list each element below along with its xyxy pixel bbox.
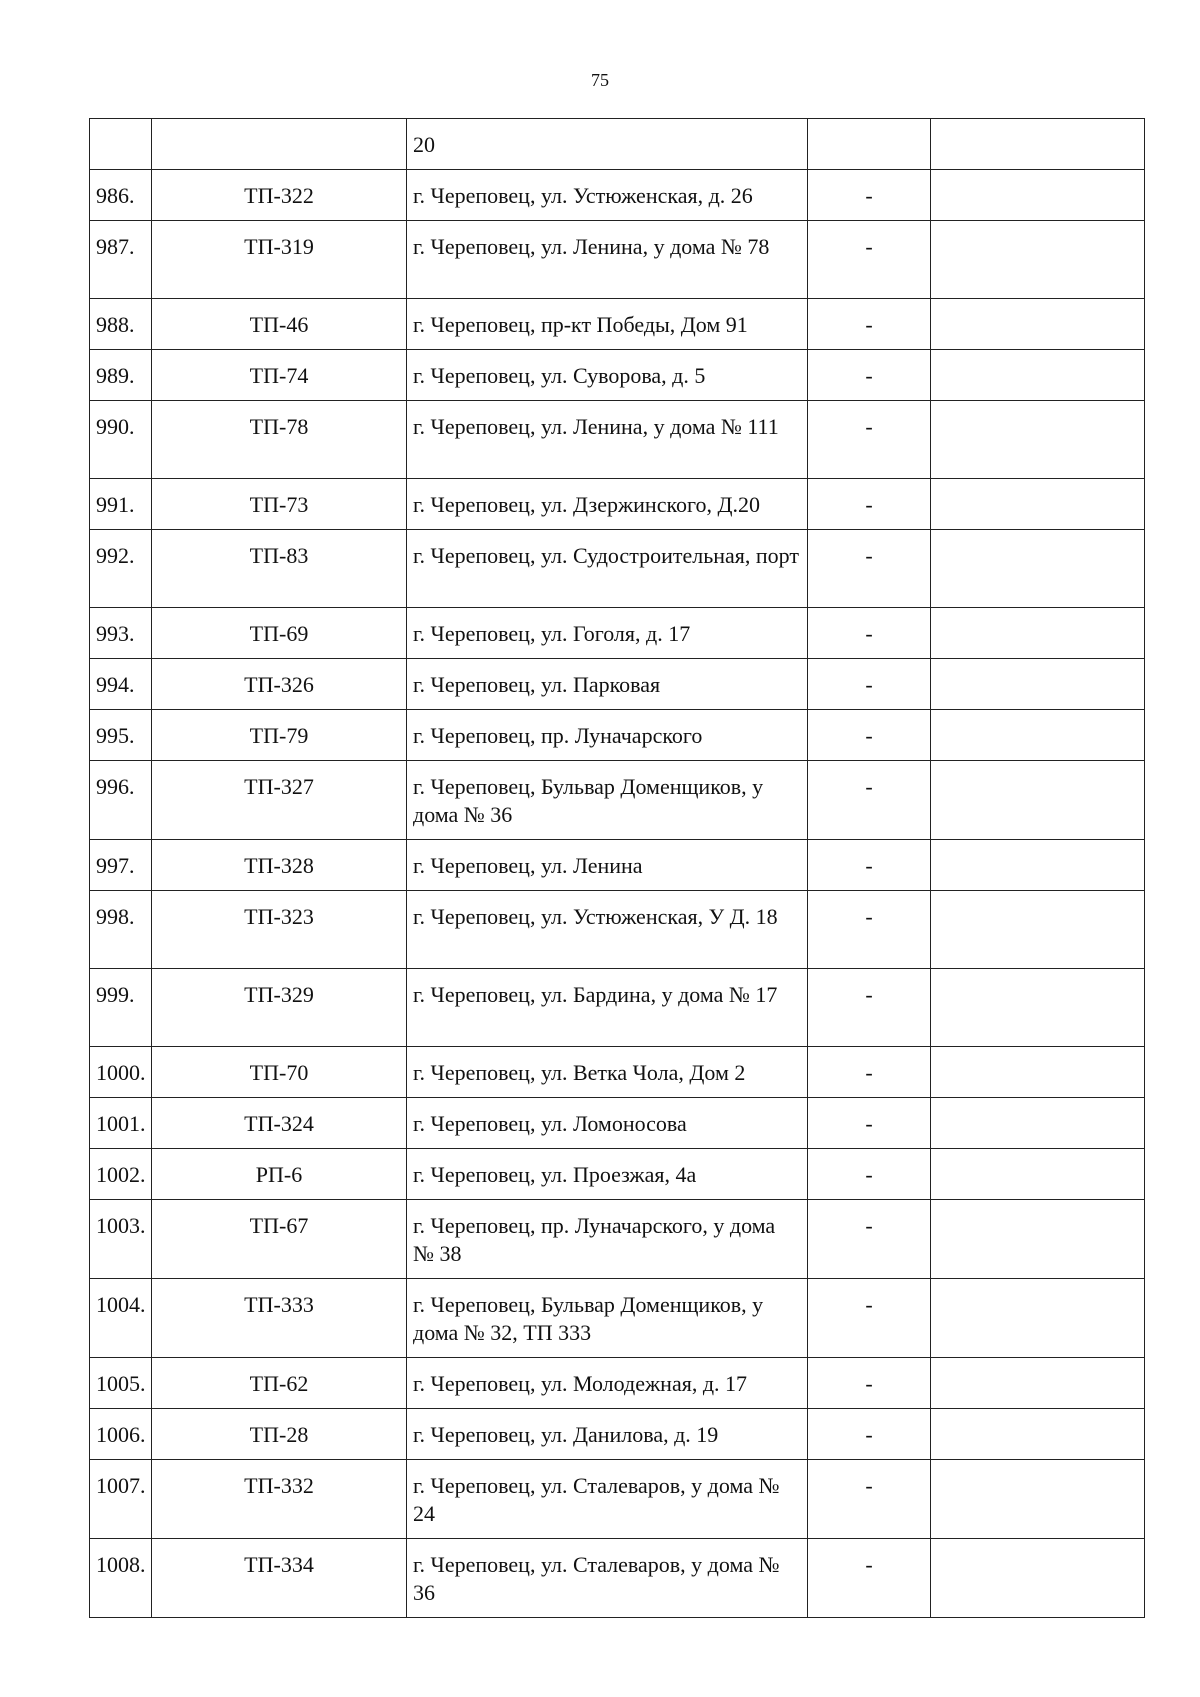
- column-5-value: [931, 1098, 1145, 1149]
- row-number: 993.: [90, 608, 152, 659]
- column-4-value: -: [808, 221, 931, 299]
- row-number: 986.: [90, 170, 152, 221]
- object-code: РП-6: [152, 1149, 407, 1200]
- object-code: ТП-67: [152, 1200, 407, 1279]
- object-code: ТП-70: [152, 1047, 407, 1098]
- column-4-value: -: [808, 1539, 931, 1618]
- object-address: г. Череповец, ул. Гоголя, д. 17: [407, 608, 808, 659]
- object-address: г. Череповец, ул. Дзержинского, Д.20: [407, 479, 808, 530]
- row-number: 1001.: [90, 1098, 152, 1149]
- column-5-value: [931, 221, 1145, 299]
- object-code: ТП-332: [152, 1460, 407, 1539]
- object-code: ТП-74: [152, 350, 407, 401]
- column-4-value: -: [808, 840, 931, 891]
- column-5-value: [931, 891, 1145, 969]
- column-4-value: -: [808, 401, 931, 479]
- object-code: ТП-46: [152, 299, 407, 350]
- table-row: [90, 1200, 1145, 1279]
- column-4-value: -: [808, 479, 931, 530]
- column-4-value: [808, 119, 931, 170]
- row-number: 988.: [90, 299, 152, 350]
- column-4-value: -: [808, 891, 931, 969]
- row-number: 1007.: [90, 1460, 152, 1539]
- object-address: г. Череповец, ул. Бардина, у дома № 17: [407, 969, 808, 1047]
- table-row: [90, 761, 1145, 840]
- object-address: г. Череповец, пр. Луначарского: [407, 710, 808, 761]
- table-row: [90, 1047, 1145, 1098]
- row-number: 992.: [90, 530, 152, 608]
- column-4-value: -: [808, 659, 931, 710]
- column-4-value: -: [808, 1279, 931, 1358]
- object-address: г. Череповец, ул. Парковая: [407, 659, 808, 710]
- row-number: 1000.: [90, 1047, 152, 1098]
- column-5-value: [931, 401, 1145, 479]
- row-number: 990.: [90, 401, 152, 479]
- object-address: г. Череповец, ул. Суворова, д. 5: [407, 350, 808, 401]
- column-5-value: [931, 530, 1145, 608]
- object-address: г. Череповец, ул. Судостроительная, порт: [407, 530, 808, 608]
- object-address: г. Череповец, ул. Устюженская, д. 26: [407, 170, 808, 221]
- table-row: [90, 479, 1145, 530]
- column-5-value: [931, 969, 1145, 1047]
- row-number: 1008.: [90, 1539, 152, 1618]
- column-4-value: -: [808, 969, 931, 1047]
- column-4-value: -: [808, 761, 931, 840]
- column-4-value: -: [808, 1358, 931, 1409]
- column-4-value: -: [808, 530, 931, 608]
- table-row: [90, 1539, 1145, 1618]
- object-address: г. Череповец, ул. Сталеваров, у дома № 36: [407, 1539, 808, 1618]
- column-5-value: [931, 840, 1145, 891]
- column-5-value: [931, 608, 1145, 659]
- table-row: [90, 170, 1145, 221]
- row-number: 997.: [90, 840, 152, 891]
- object-code: ТП-83: [152, 530, 407, 608]
- page-number: 75: [591, 70, 609, 90]
- object-address: г. Череповец, ул. Ленина: [407, 840, 808, 891]
- object-code: ТП-62: [152, 1358, 407, 1409]
- column-5-value: [931, 479, 1145, 530]
- object-code: ТП-326: [152, 659, 407, 710]
- row-number: 989.: [90, 350, 152, 401]
- table-row: [90, 840, 1145, 891]
- object-code: ТП-79: [152, 710, 407, 761]
- object-address: г. Череповец, ул. Ленина, у дома № 78: [407, 221, 808, 299]
- registry-table-body: [90, 119, 1145, 1618]
- object-code: ТП-322: [152, 170, 407, 221]
- object-code: ТП-329: [152, 969, 407, 1047]
- column-4-value: -: [808, 608, 931, 659]
- table-row: [90, 608, 1145, 659]
- object-address: г. Череповец, пр-кт Победы, Дом 91: [407, 299, 808, 350]
- row-number: [90, 119, 152, 170]
- column-5-value: [931, 1539, 1145, 1618]
- table-row: [90, 710, 1145, 761]
- table-row: [90, 1279, 1145, 1358]
- column-5-value: [931, 659, 1145, 710]
- column-5-value: [931, 710, 1145, 761]
- table-row: [90, 1358, 1145, 1409]
- table-row: [90, 969, 1145, 1047]
- table-row: [90, 891, 1145, 969]
- column-4-value: -: [808, 1460, 931, 1539]
- object-address: г. Череповец, ул. Сталеваров, у дома № 24: [407, 1460, 808, 1539]
- row-number: 999.: [90, 969, 152, 1047]
- object-address: г. Череповец, ул. Данилова, д. 19: [407, 1409, 808, 1460]
- row-number: 1006.: [90, 1409, 152, 1460]
- column-5-value: [931, 170, 1145, 221]
- object-code: ТП-323: [152, 891, 407, 969]
- registry-table: [89, 118, 1145, 1618]
- column-4-value: -: [808, 299, 931, 350]
- table-row: [90, 401, 1145, 479]
- row-number: 987.: [90, 221, 152, 299]
- object-code: ТП-28: [152, 1409, 407, 1460]
- table-row: [90, 530, 1145, 608]
- object-code: ТП-327: [152, 761, 407, 840]
- object-code: ТП-78: [152, 401, 407, 479]
- row-number: 996.: [90, 761, 152, 840]
- column-5-value: [931, 119, 1145, 170]
- row-number: 994.: [90, 659, 152, 710]
- column-5-value: [931, 350, 1145, 401]
- column-4-value: -: [808, 1098, 931, 1149]
- object-address: г. Череповец, ул. Ломоносова: [407, 1098, 808, 1149]
- object-address: г. Череповец, Бульвар Доменщиков, у дома № 36: [407, 761, 808, 840]
- table-row: [90, 1460, 1145, 1539]
- object-code: ТП-333: [152, 1279, 407, 1358]
- table-row: [90, 299, 1145, 350]
- object-code: [152, 119, 407, 170]
- object-code: ТП-328: [152, 840, 407, 891]
- table-row: [90, 119, 1145, 170]
- column-5-value: [931, 761, 1145, 840]
- column-5-value: [931, 1149, 1145, 1200]
- row-number: 998.: [90, 891, 152, 969]
- column-5-value: [931, 1279, 1145, 1358]
- column-5-value: [931, 1358, 1145, 1409]
- row-number: 995.: [90, 710, 152, 761]
- object-address: г. Череповец, ул. Молодежная, д. 17: [407, 1358, 808, 1409]
- row-number: 1005.: [90, 1358, 152, 1409]
- object-address: г. Череповец, Бульвар Доменщиков, у дома № 32, ТП 333: [407, 1279, 808, 1358]
- column-4-value: -: [808, 170, 931, 221]
- column-5-value: [931, 1200, 1145, 1279]
- object-code: ТП-319: [152, 221, 407, 299]
- column-5-value: [931, 1047, 1145, 1098]
- object-address: г. Череповец, ул. Устюженская, У Д. 18: [407, 891, 808, 969]
- object-address: г. Череповец, ул. Ленина, у дома № 111: [407, 401, 808, 479]
- column-4-value: -: [808, 1047, 931, 1098]
- column-5-value: [931, 299, 1145, 350]
- table-row: [90, 1098, 1145, 1149]
- table-row: [90, 1149, 1145, 1200]
- object-code: ТП-73: [152, 479, 407, 530]
- row-number: 1002.: [90, 1149, 152, 1200]
- column-5-value: [931, 1409, 1145, 1460]
- object-code: ТП-69: [152, 608, 407, 659]
- column-5-value: [931, 1460, 1145, 1539]
- column-4-value: -: [808, 1200, 931, 1279]
- object-code: ТП-324: [152, 1098, 407, 1149]
- object-code: ТП-334: [152, 1539, 407, 1618]
- column-4-value: -: [808, 350, 931, 401]
- column-4-value: -: [808, 710, 931, 761]
- row-number: 991.: [90, 479, 152, 530]
- column-4-value: -: [808, 1409, 931, 1460]
- table-row: [90, 659, 1145, 710]
- object-address: 20: [407, 119, 808, 170]
- column-4-value: -: [808, 1149, 931, 1200]
- table-row: [90, 221, 1145, 299]
- row-number: 1003.: [90, 1200, 152, 1279]
- object-address: г. Череповец, ул. Проезжая, 4а: [407, 1149, 808, 1200]
- object-address: г. Череповец, пр. Луначарского, у дома № 38: [407, 1200, 808, 1279]
- row-number: 1004.: [90, 1279, 152, 1358]
- object-address: г. Череповец, ул. Ветка Чола, Дом 2: [407, 1047, 808, 1098]
- table-row: [90, 1409, 1145, 1460]
- table-row: [90, 350, 1145, 401]
